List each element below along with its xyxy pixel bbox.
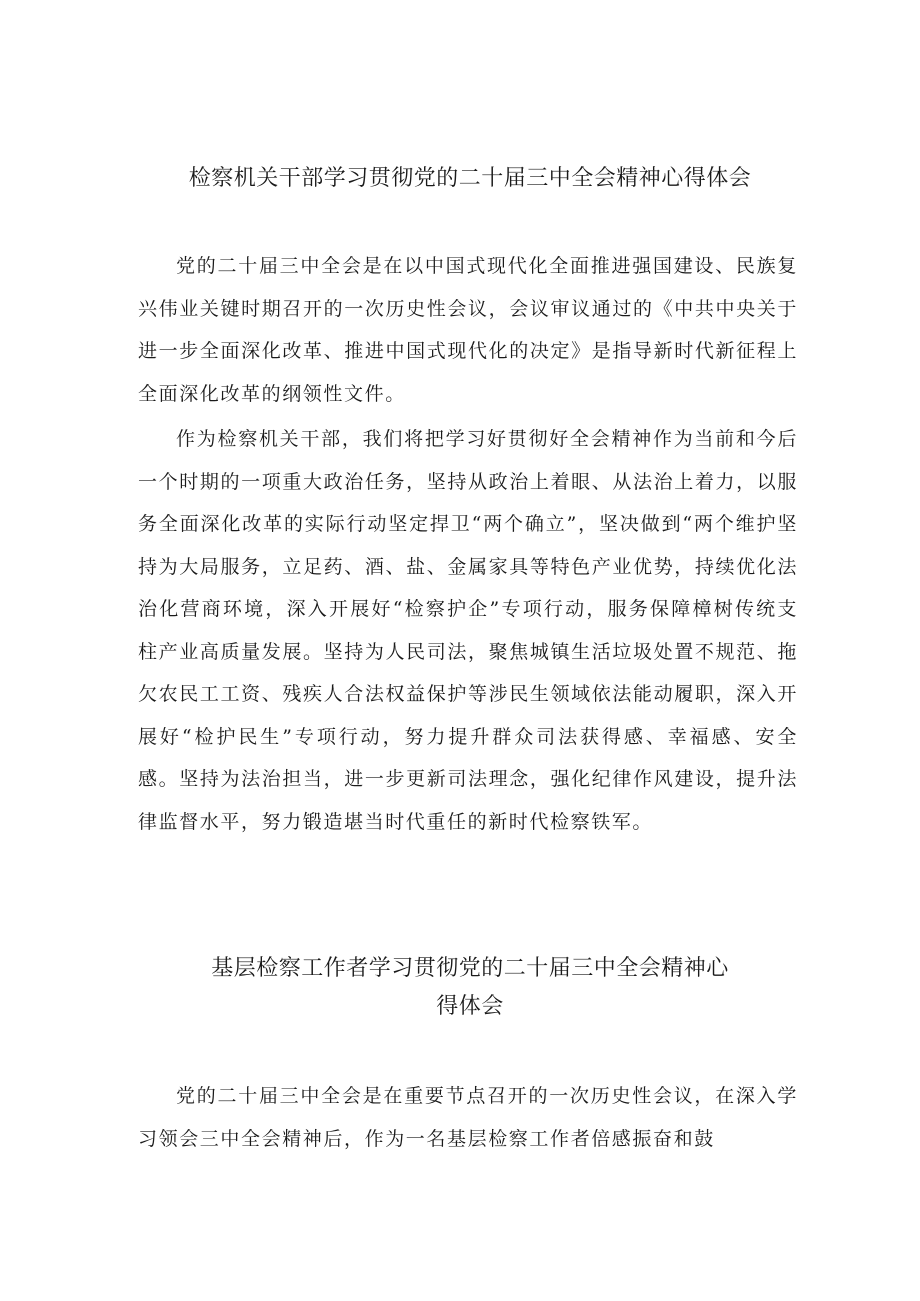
document-title-1: 检察机关干部学习贯彻党的二十届三中全会精神心得体会: [188, 166, 752, 191]
document-title-2-line-2: 得体会: [436, 994, 504, 1019]
section1-paragraph-2: 作为检察机关干部，我们将把学习好贯彻好全会精神作为当前和今后一个时期的一项重大政治任务，坚持从政治上着眼、从法治上着力，以服务全面深化改革的实际行动坚定捍卫“两个确立”，坚决做到“两个维护坚持为大局服务，立足药、酒、盐、金属家具等特色产业优势，持续优化法治化营商环境，深入开展好“检察护企”专项行动，服务保障樟树传统支柱产业高质量发展。坚持为人民司法，聚焦城镇生活垃圾处置不规范、拖欠农民工工资、残疾人合法权益保护等涉民生领域依法能动履职，深入开展好“检护民生”专项行动，努力提升群众司法获得感、幸福感、安全感。坚持为法治担当，进一步更新司法理念，强化纪律作风建设，提升法律监督水平，努力锻造堪当时代重任的新时代检察铁军。: [138, 428, 798, 833]
section1-paragraph-1: 党的二十届三中全会是在以中国式现代化全面推进强国建设、民族复兴伟业关键时期召开的一次历史性会议，会议审议通过的《中共中央关于进一步全面深化改革、推进中国式现代化的决定》是指导新时代新征程上全面深化改革的纲领性文件。: [138, 255, 798, 405]
document-title-2: [100, 950, 840, 1026]
section2-paragraph-1: 党的二十届三中全会是在重要节点召开的一次历史性会议，在深入学习领会三中全会精神后，作为一名基层检察工作者倍感振奋和鼓: [138, 1085, 798, 1150]
document-title-2-line-1: 基层检察工作者学习贯彻党的二十届三中全会精神心: [211, 956, 729, 981]
